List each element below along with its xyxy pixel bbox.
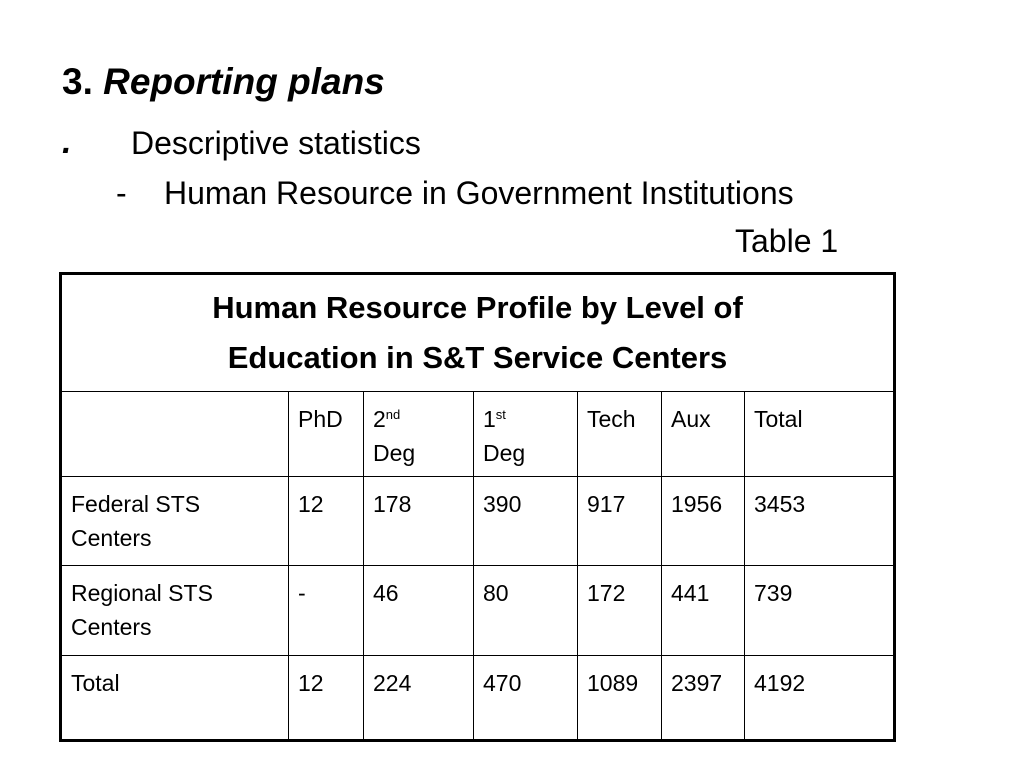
- header-1st-word: Deg: [483, 440, 526, 466]
- table-caption-line-1: Human Resource Profile by Level of: [212, 290, 743, 325]
- header-2nd-deg: [364, 392, 474, 477]
- cell-total: 739: [745, 566, 895, 656]
- row-label: [61, 656, 289, 741]
- cell-tech: 917: [578, 477, 662, 566]
- cell-tech: 1089: [578, 656, 662, 741]
- cell-phd: 12: [289, 656, 364, 741]
- row-label-line-1: Total: [71, 670, 120, 696]
- cell-aux: 1956: [662, 477, 745, 566]
- table-caption: [61, 274, 895, 392]
- cell-1st-deg: 470: [474, 656, 578, 741]
- row-label: [61, 477, 289, 566]
- row-label-line-2: Centers: [71, 525, 152, 551]
- row-label-line-1: Federal STS: [71, 491, 201, 517]
- header-aux: Aux: [662, 392, 745, 477]
- header-phd: PhD: [289, 392, 364, 477]
- header-1st-num: 1: [483, 406, 496, 432]
- cell-phd: 12: [289, 477, 364, 566]
- header-1st-deg: [474, 392, 578, 477]
- cell-total: 3453: [745, 477, 895, 566]
- header-total: Total: [745, 392, 895, 477]
- header-1st-sup: st: [495, 407, 506, 422]
- table-header-row: [61, 392, 895, 477]
- header-tech: Tech: [578, 392, 662, 477]
- cell-phd: -: [289, 566, 364, 656]
- cell-2nd-deg: 224: [364, 656, 474, 741]
- dash-marker: -: [116, 175, 127, 211]
- cell-2nd-deg: 46: [364, 566, 474, 656]
- section-heading: [62, 58, 385, 106]
- header-empty-cell: [61, 392, 289, 477]
- subheading: Descriptive statistics: [131, 125, 421, 161]
- header-2nd-num: 2: [373, 406, 386, 432]
- header-2nd-sup: nd: [385, 407, 401, 422]
- cell-1st-deg: 80: [474, 566, 578, 656]
- row-label-line-2: Centers: [71, 614, 152, 640]
- cell-aux: 441: [662, 566, 745, 656]
- table-row: [61, 566, 895, 656]
- bullet-marker: .: [62, 123, 72, 161]
- header-2nd-word: Deg: [373, 440, 416, 466]
- section-title: Reporting plans: [103, 61, 385, 102]
- cell-aux: 2397: [662, 656, 745, 741]
- table-row: [61, 656, 895, 741]
- table-label: Table 1: [735, 223, 839, 259]
- sub-subheading: Human Resource in Government Institutions: [164, 175, 794, 211]
- hr-profile-table: [59, 272, 896, 742]
- cell-tech: 172: [578, 566, 662, 656]
- cell-2nd-deg: 178: [364, 477, 474, 566]
- section-number: 3.: [62, 61, 93, 102]
- cell-1st-deg: 390: [474, 477, 578, 566]
- table-caption-row: [61, 274, 895, 392]
- cell-total: 4192: [745, 656, 895, 741]
- row-label-line-1: Regional STS: [71, 580, 213, 606]
- table-row: [61, 477, 895, 566]
- table-caption-line-2: Education in S&T Service Centers: [227, 340, 728, 375]
- row-label: [61, 566, 289, 656]
